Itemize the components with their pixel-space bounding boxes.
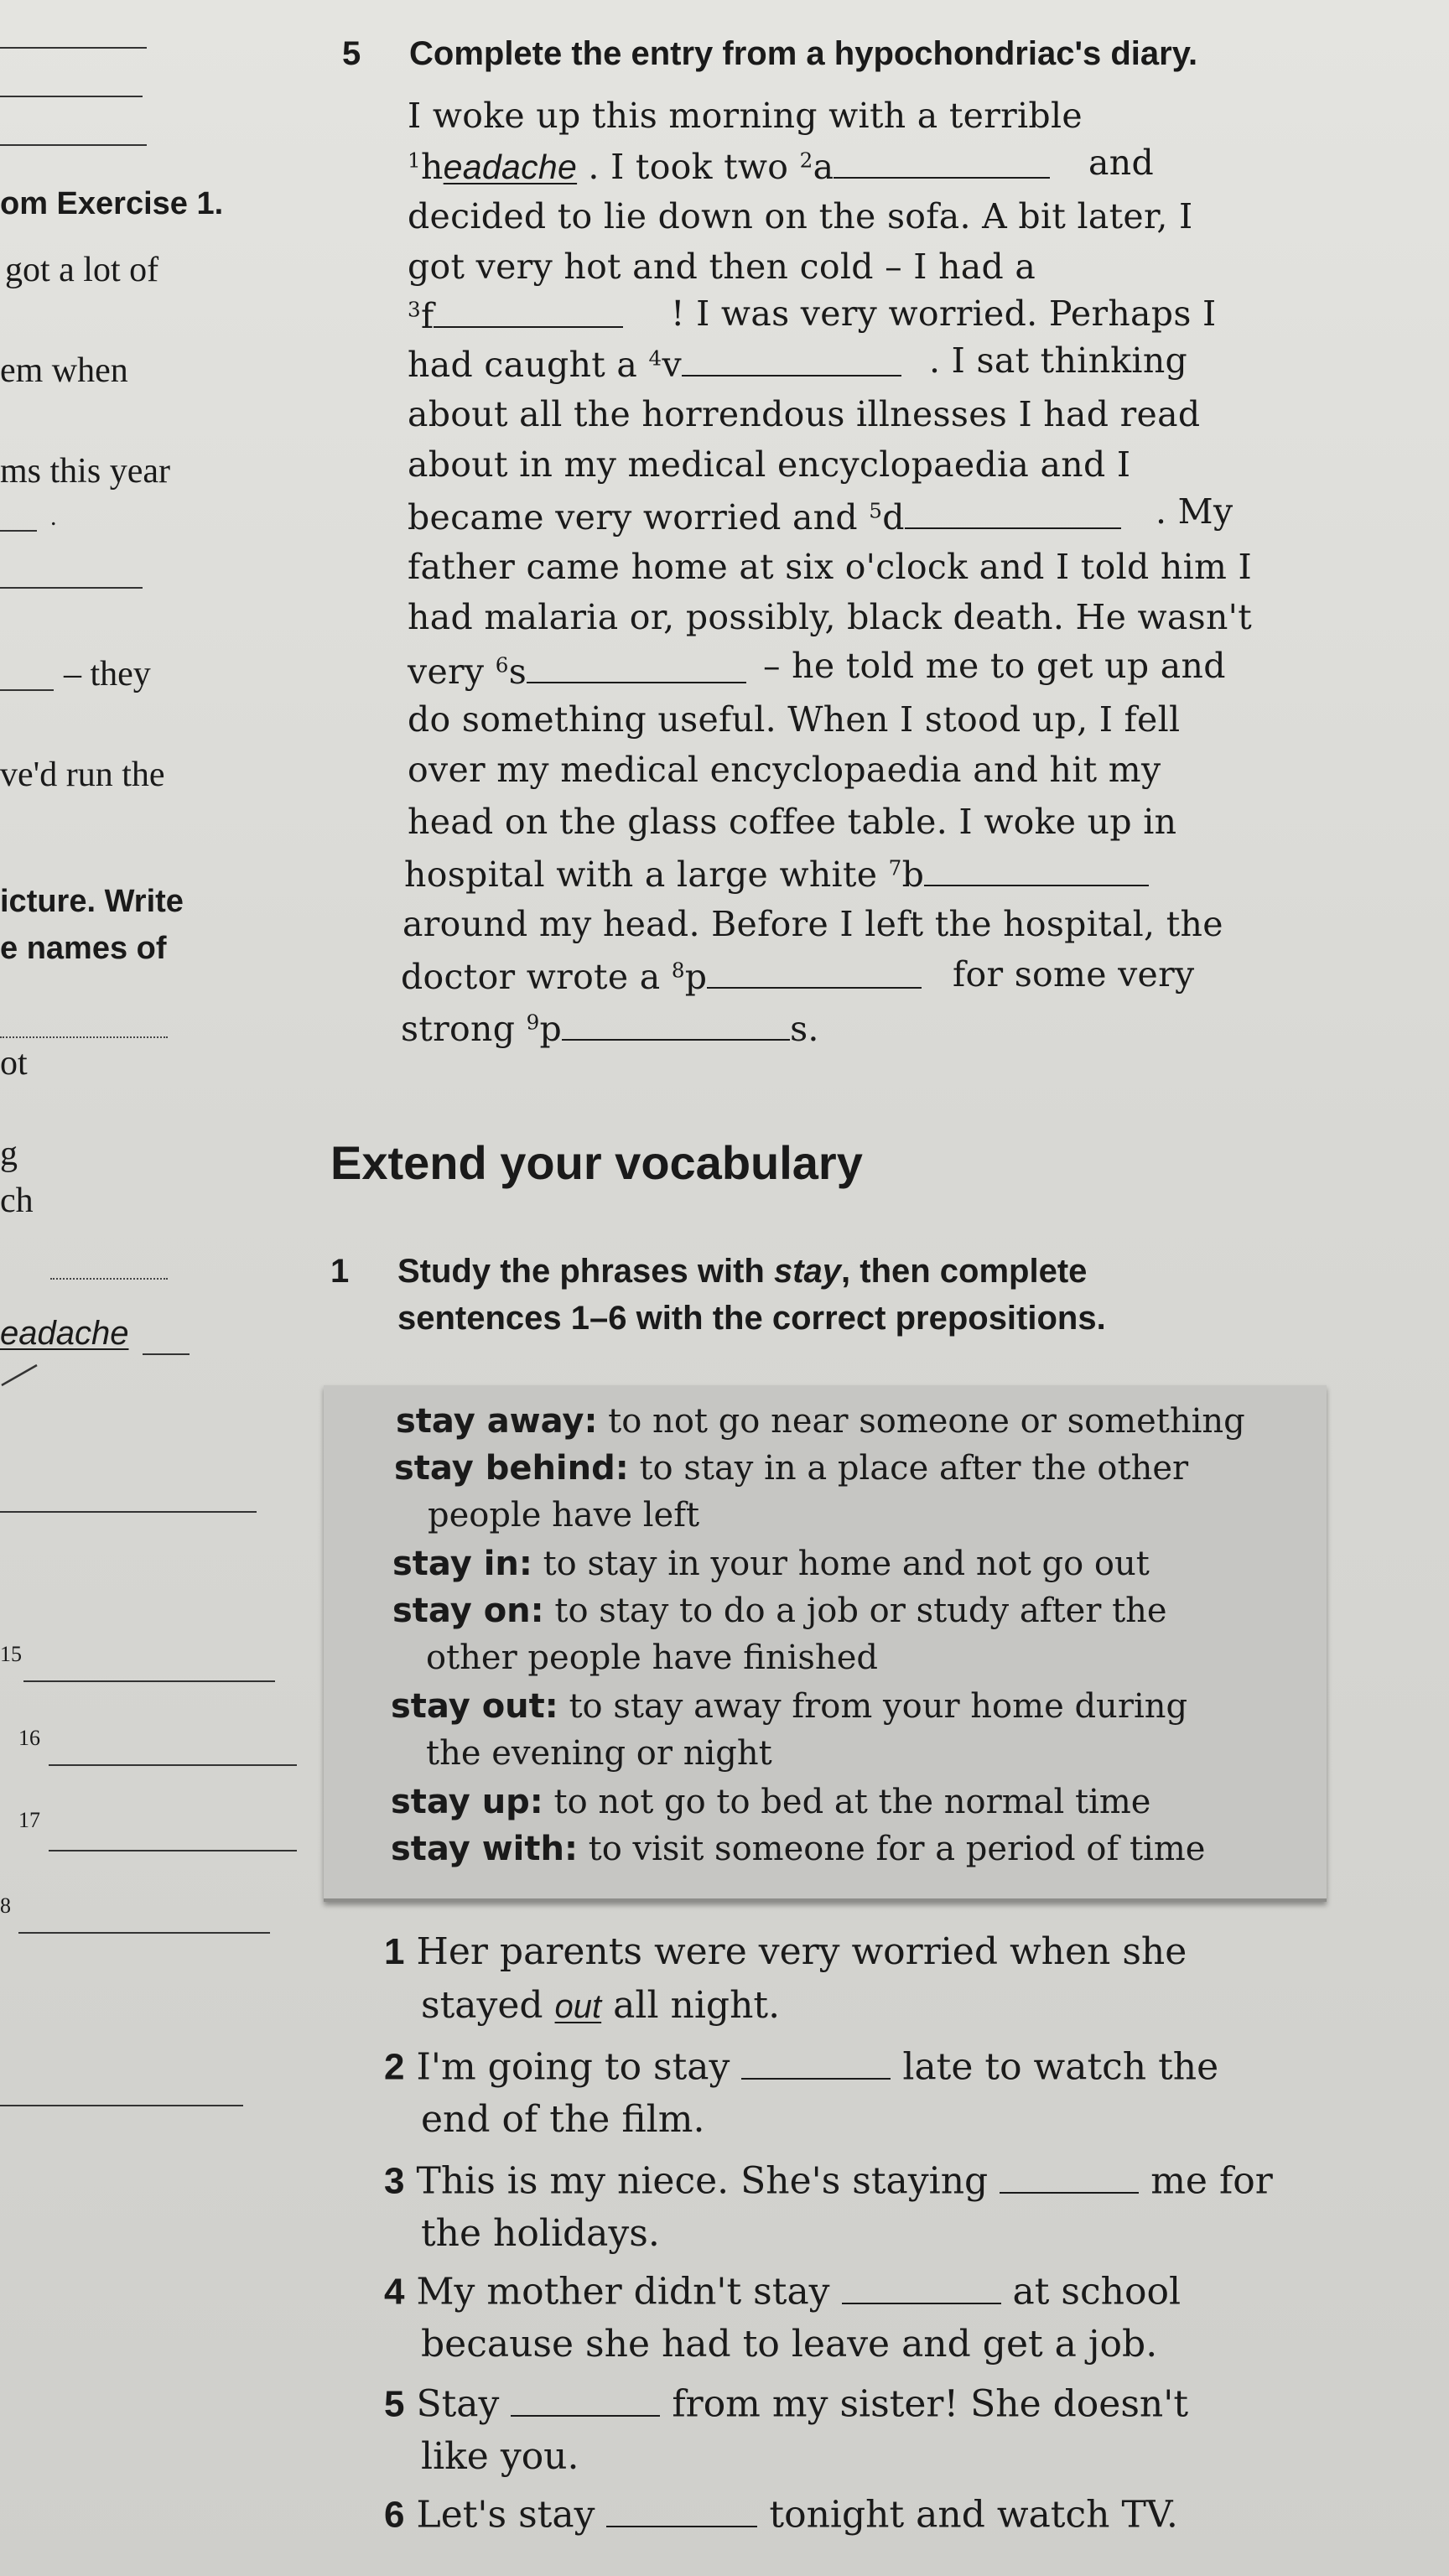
example-answer: eadache — [443, 147, 578, 186]
example-answer: out — [554, 1988, 602, 2025]
section-heading: Extend your vocabulary — [330, 1136, 863, 1189]
sentence-5 — [384, 2381, 1188, 2426]
diary-text: for some very — [953, 954, 1195, 995]
sentence-2-cont: end of the film. — [421, 2098, 705, 2141]
sentence-text: at school — [1000, 2270, 1182, 2314]
sentence-number: 3 — [384, 2160, 405, 2202]
left-text: ve'd run the — [0, 756, 165, 794]
answer-line — [0, 144, 147, 146]
diary-line — [408, 146, 1050, 187]
diary-line: about in my medical encyclopaedia and I — [408, 444, 1131, 485]
check-mark-icon — [0, 1362, 42, 1389]
sentence-text: late to watch the — [891, 2045, 1219, 2089]
phrase-key: stay behind: — [394, 1449, 629, 1488]
gap-letter: d — [882, 496, 905, 538]
answer-blank-8[interactable] — [707, 956, 922, 989]
phrase-definition: to stay in a place after the other — [628, 1449, 1189, 1488]
phrase-entry — [394, 1449, 1188, 1488]
diary-line — [404, 854, 1149, 895]
sentence-number: 6 — [384, 2494, 405, 2536]
answer-line — [143, 1353, 190, 1355]
left-text: got a lot of — [5, 251, 159, 289]
phrase-box — [324, 1385, 1327, 1902]
diary-line: about all the horrendous illnesses I had read — [408, 394, 1201, 434]
phrase-definition: to stay to do a job or study after the — [543, 1592, 1167, 1630]
gap-letter: p — [684, 956, 708, 997]
diary-line: father came home at six o'clock and I told him I — [408, 547, 1252, 587]
diary-line — [401, 1008, 819, 1049]
gap-number: 5 — [869, 498, 883, 523]
phrase-entry — [396, 1402, 1245, 1441]
phrase-continuation: the evening or night — [426, 1734, 772, 1773]
phrase-key: stay away: — [396, 1402, 598, 1441]
left-text: em when — [0, 351, 128, 390]
answer-blank-7[interactable] — [924, 854, 1149, 886]
diary-text: very — [408, 651, 496, 692]
sentence-number: 5 — [384, 2383, 405, 2425]
answer-line — [18, 1932, 270, 1934]
left-text: icture. Write — [0, 884, 184, 919]
sentence-text: from my sister! She doesn't — [660, 2382, 1189, 2426]
diary-text: and — [1088, 143, 1154, 183]
phrase-key: stay on: — [392, 1592, 544, 1630]
phrase-definition: to stay away from your home during — [558, 1687, 1188, 1726]
answer-blank-9[interactable] — [562, 1008, 790, 1041]
sentence-text: me for — [1139, 2159, 1273, 2203]
gap-letter: f — [420, 295, 434, 336]
gap-letter: p — [539, 1008, 563, 1049]
gap-letter: h — [420, 146, 444, 187]
answer-line — [0, 530, 37, 532]
phrase-definition: to stay in your home and not go out — [532, 1545, 1150, 1583]
gap-letter: a — [813, 146, 834, 187]
phrase-key: stay with: — [391, 1830, 578, 1868]
left-text: ot — [0, 1044, 28, 1083]
phrase-entry — [391, 1830, 1205, 1868]
diary-line: got very hot and then cold – I had a — [408, 247, 1036, 287]
answer-blank-6[interactable] — [527, 651, 746, 683]
answer-blank-3[interactable] — [434, 295, 623, 328]
sentence-number: 1 — [384, 1931, 405, 1972]
gap-number: 7 — [888, 855, 902, 880]
phrase-entry — [392, 1545, 1150, 1583]
instruction-line — [397, 1253, 1087, 1291]
instruction-text: stay — [773, 1253, 842, 1290]
answer-line — [23, 1680, 275, 1682]
phrase-entry — [391, 1687, 1187, 1726]
phrase-definition: to not go to bed at the normal time — [543, 1783, 1151, 1821]
left-text: om Exercise 1. — [0, 186, 224, 221]
answer-line — [0, 2105, 243, 2106]
diary-line: I woke up this morning with a terrible — [408, 96, 1083, 136]
sentence-4-cont: because she had to leave and get a job. — [421, 2323, 1158, 2366]
gap-number: 2 — [799, 148, 813, 173]
diary-line: decided to lie down on the sofa. A bit later, I — [408, 196, 1193, 236]
answer-blank-s5[interactable] — [511, 2381, 660, 2417]
left-number: 17 — [18, 1808, 40, 1832]
gap-letter: b — [901, 854, 925, 895]
answer-blank-s3[interactable] — [1000, 2158, 1139, 2194]
answer-line — [0, 1511, 257, 1513]
answer-line — [0, 96, 143, 97]
diary-text: – he told me to get up and — [763, 646, 1226, 686]
diary-text: . My — [1156, 491, 1233, 532]
left-text: eadache — [0, 1315, 129, 1352]
sentence-2 — [384, 2044, 1218, 2089]
answer-line — [49, 1850, 297, 1852]
left-number: 15 — [0, 1642, 22, 1666]
diary-line: head on the glass coffee table. I woke up in — [408, 802, 1177, 842]
left-text: g — [0, 1135, 18, 1173]
phrase-entry — [392, 1592, 1167, 1630]
exercise-number: 5 — [342, 35, 361, 72]
sentence-text: My mother didn't stay — [416, 2270, 842, 2314]
left-text: e names of — [0, 931, 167, 966]
sentence-5-cont: like you. — [421, 2435, 579, 2478]
gap-letter: v — [662, 344, 682, 385]
diary-text: ! I was very worried. Perhaps I — [671, 293, 1217, 334]
exercise-number: 1 — [330, 1253, 350, 1290]
diary-text: strong — [401, 1008, 527, 1049]
answer-blank-4[interactable] — [682, 344, 901, 377]
phrase-definition: to visit someone for a period of time — [577, 1830, 1206, 1868]
diary-line — [408, 295, 623, 336]
left-text: ch — [0, 1182, 34, 1220]
gap-number: 4 — [648, 345, 662, 371]
sentence-text: tonight and watch TV. — [757, 2493, 1178, 2537]
gap-number: 6 — [495, 652, 509, 678]
phrase-key: stay in: — [392, 1545, 532, 1583]
gap-letter: s — [508, 651, 527, 692]
instruction-text: , then complete — [841, 1253, 1088, 1290]
diary-text: s. — [790, 1008, 819, 1049]
gap-number: 8 — [671, 958, 685, 983]
sentence-6 — [384, 2492, 1178, 2537]
diary-text: hospital with a large white — [404, 854, 889, 895]
left-text: . — [50, 503, 57, 531]
phrase-definition: to not go near someone or something — [597, 1402, 1245, 1441]
phrase-continuation: other people have finished — [426, 1639, 878, 1677]
answer-blank-s4[interactable] — [842, 2269, 1001, 2304]
sentence-text: This is my niece. She's staying — [416, 2159, 1000, 2203]
answer-line — [49, 1764, 297, 1766]
diary-text: . I sat thinking — [929, 340, 1188, 381]
instruction-text: Study the phrases with — [397, 1253, 774, 1290]
phrase-continuation: people have left — [428, 1496, 700, 1535]
instruction-line: sentences 1–6 with the correct prepositions. — [397, 1300, 1106, 1337]
diary-line — [408, 651, 746, 692]
phrase-key: stay out: — [391, 1687, 558, 1726]
diary-line — [408, 344, 901, 385]
exercise-title: Complete the entry from a hypochondriac's diary. — [409, 35, 1198, 72]
diary-line: do something useful. When I stood up, I fell — [408, 699, 1181, 740]
gap-number: 9 — [526, 1010, 540, 1035]
phrase-key: stay up: — [391, 1783, 543, 1821]
sentence-text: Let's stay — [416, 2493, 607, 2537]
sentence-text: Stay — [416, 2382, 512, 2426]
sentence-number: 2 — [384, 2046, 405, 2088]
sentence-text: Her parents were very worried when she — [416, 1930, 1187, 1973]
answer-blank-s2[interactable] — [741, 2044, 891, 2080]
diary-text: became very worried and — [408, 496, 870, 538]
sentence-3 — [384, 2158, 1273, 2203]
diary-line — [401, 956, 922, 997]
answer-line — [0, 47, 147, 49]
diary-text: . I took two — [577, 146, 800, 187]
sentence-4 — [384, 2269, 1181, 2314]
answer-line — [0, 689, 54, 691]
diary-text: doctor wrote a — [401, 956, 672, 997]
answer-blank-s6[interactable] — [606, 2492, 757, 2527]
gap-number: 1 — [408, 148, 421, 173]
left-text: ms this year — [0, 452, 170, 491]
diary-line — [408, 496, 1121, 538]
sentence-text: I'm going to stay — [416, 2045, 742, 2089]
answer-line — [0, 1036, 168, 1038]
answer-blank-2[interactable] — [834, 146, 1050, 179]
sentence-3-cont: the holidays. — [421, 2212, 660, 2255]
sentence-number: 4 — [384, 2271, 405, 2313]
answer-line — [0, 587, 143, 589]
sentence-text: stayed — [421, 1984, 555, 2027]
diary-line: had malaria or, possibly, black death. He wasn't — [408, 597, 1253, 637]
answer-blank-5[interactable] — [905, 496, 1121, 529]
answer-line — [50, 1278, 168, 1280]
left-number: 16 — [18, 1726, 40, 1750]
sentence-1 — [384, 1930, 1187, 1973]
diary-text: had caught a — [408, 344, 649, 385]
gap-number: 3 — [408, 297, 421, 322]
sentence-1-cont — [421, 1984, 780, 2027]
diary-line: over my medical encyclopaedia and hit my — [408, 750, 1161, 790]
sentence-text: all night. — [601, 1984, 781, 2027]
diary-line: around my head. Before I left the hospital, the — [402, 904, 1223, 944]
left-number: 8 — [0, 1893, 11, 1918]
left-text: – they — [64, 655, 151, 693]
phrase-entry — [391, 1783, 1150, 1821]
